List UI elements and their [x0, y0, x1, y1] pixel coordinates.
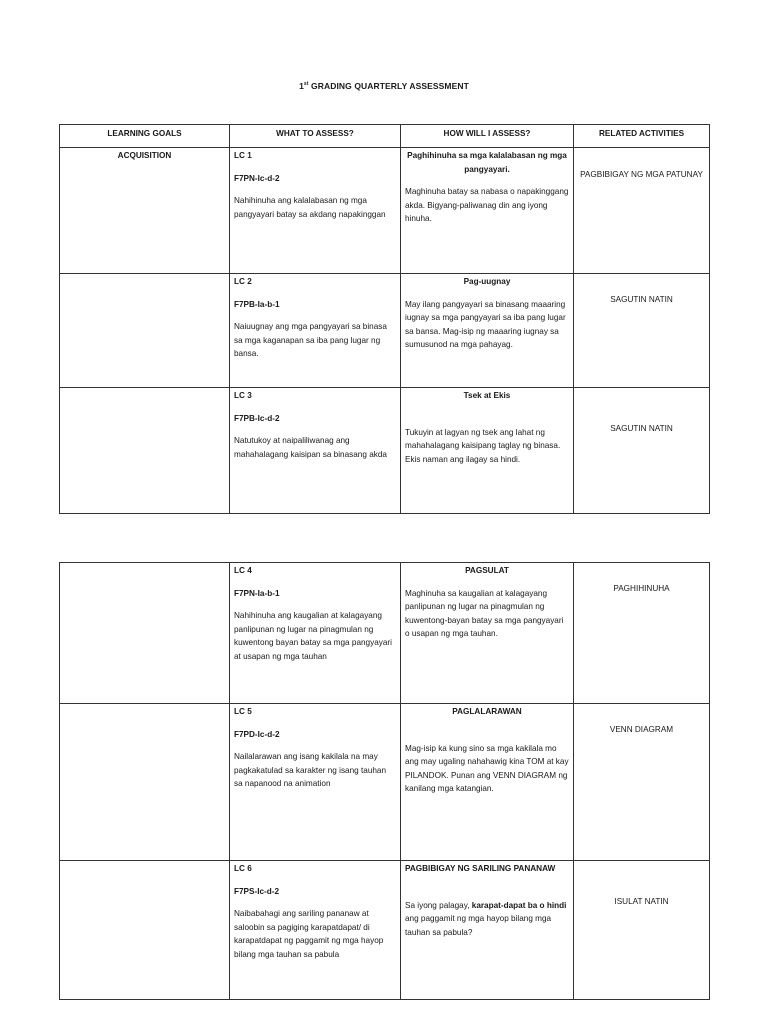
what-to-assess-cell: [230, 388, 401, 514]
lc-label: LC 6: [234, 864, 252, 873]
related-activity-cell: VENN DIAGRAM: [574, 704, 710, 861]
related-activity-cell: ISULAT NATIN: [574, 861, 710, 1000]
method-title: PAGSULAT: [465, 566, 509, 575]
method-title: Paghihinuha sa mga kalalabasan ng mga pangyayari.: [407, 151, 567, 174]
header-learning-goals: LEARNING GOALS: [60, 125, 230, 148]
what-to-assess-cell: [230, 274, 401, 388]
method-description-post: ang paggamit ng mga hayop bilang mga tauhan sa pabula?: [405, 914, 552, 937]
lc-label: LC 2: [234, 277, 252, 286]
competency-text: Nailalarawan ang isang kakilala na may pagkakatulad sa karakter ng isang tauhan sa napanood na animation: [234, 752, 387, 788]
method-title: PAGBIBIGAY NG SARILING PANANAW: [405, 864, 556, 873]
table-row: [60, 861, 710, 1000]
competency-text: Nahihinuha ang kaugalian at kalagayang panlipunan ng lugar na pinagmulan ng kuwentong bayan batay sa mga pangyayari at usapan ng mga tauhan: [234, 611, 392, 661]
lc-label: LC 5: [234, 707, 252, 716]
learning-goal-cell: ACQUISITION: [60, 148, 230, 274]
competency-code: F7PN-Ia-b-1: [234, 588, 280, 598]
competency-text: Naiuugnay ang mga pangyayari sa binasa sa mga kaganapan sa iba pang lugar ng bansa.: [234, 322, 387, 358]
what-to-assess-cell: [230, 704, 401, 861]
competency-code: F7PB-Ia-b-1: [234, 299, 280, 309]
table-row: [60, 148, 710, 274]
how-to-assess-cell: [401, 563, 574, 704]
how-to-assess-cell: [401, 861, 574, 1000]
method-title: Tsek at Ekis: [463, 391, 511, 400]
method-description: [405, 899, 569, 940]
how-to-assess-cell: [401, 148, 574, 274]
learning-goal-cell: [60, 388, 230, 514]
title-superscript: st: [303, 81, 309, 88]
method-description-bold: karapat-dapat ba o hindi: [471, 900, 567, 910]
related-activity-cell: SAGUTIN NATIN: [574, 388, 710, 514]
lc-label: LC 1: [234, 151, 252, 160]
method-description: Mag-isip ka kung sino sa mga kakilala mo ang may ugaling nahahawig kina TOM at kay PILANDOK. Punan ang VENN DIAGRAM ng kanilang mga katangian.: [405, 743, 569, 793]
learning-goal-cell: [60, 861, 230, 1000]
header-what-to-assess: WHAT TO ASSESS?: [230, 125, 401, 148]
learning-goal-cell: [60, 563, 230, 704]
what-to-assess-cell: [230, 861, 401, 1000]
assessment-table-part-2: [59, 562, 710, 1000]
lc-label: LC 3: [234, 391, 252, 400]
method-description: Maghinuha sa kaugalian at kalagayang panlipunan ng lugar na pinagmulan ng kuwentong-bayan batay sa mga pangyayari o usapan ng mga tauhan.: [405, 588, 564, 638]
method-title: PAGLALARAWAN: [452, 707, 522, 716]
related-activity-cell: PAGBIBIGAY NG MGA PATUNAY: [574, 148, 710, 274]
table-row: [60, 563, 710, 704]
method-description: Maghinuha batay sa nabasa o napakinggang akda. Bigyang-paliwanag din ang iyong hinuha.: [405, 187, 569, 223]
title-text: GRADING QUARTERLY ASSESSMENT: [308, 81, 469, 91]
related-activity-cell: PAGHIHINUHA: [574, 563, 710, 704]
spacer: [405, 412, 569, 426]
table-row: [60, 388, 710, 514]
table-row: [60, 274, 710, 388]
competency-code: F7PN-Ic-d-2: [234, 173, 280, 183]
learning-goal-cell: [60, 274, 230, 388]
header-related-activities: RELATED ACTIVITIES: [574, 125, 710, 148]
title-prefix: 1: [299, 81, 304, 91]
table-row: [60, 704, 710, 861]
method-title: Pag-uugnay: [463, 277, 511, 286]
method-description-pre: Sa iyong palagay,: [405, 900, 472, 910]
method-description: Tukuyin at lagyan ng tsek ang lahat ng mahahalagang kaisipang taglay ng binasa. Ekis naman ang ilagay sa hindi.: [405, 427, 561, 464]
competency-code: F7PS-Ic-d-2: [234, 886, 280, 896]
competency-code: F7PD-Ic-d-2: [234, 729, 280, 739]
method-description: May ilang pangyayari sa binasang maaaring iugnay sa mga pangyayari sa iba pang lugar sa bansa. Mag-isip ng maaaring iugnay sa sumusunod na mga pahayag.: [405, 299, 566, 349]
assessment-table-part-1: [59, 124, 710, 514]
lc-label: LC 4: [234, 566, 252, 575]
competency-text: Nahihinuha ang kalalabasan ng mga pangyayari batay sa akdang napakinggan: [234, 196, 386, 219]
header-how-will-i-assess: HOW WILL I ASSESS?: [401, 125, 574, 148]
related-activity-cell: SAGUTIN NATIN: [574, 274, 710, 388]
how-to-assess-cell: [401, 388, 574, 514]
how-to-assess-cell: [401, 274, 574, 388]
spacer: [405, 885, 569, 899]
competency-code: F7PB-Ic-d-2: [234, 413, 280, 423]
what-to-assess-cell: [230, 563, 401, 704]
competency-text: Natutukoy at naipaliliwanag ang mahahalagang kaisipan sa binasang akda: [234, 436, 387, 459]
competency-text: Naibabahagi ang sariling pananaw at saloobin sa pagiging karapatdapat/ di karapatdapat ng paggamit ng mga hayop bilang mga tauhan sa pabula: [234, 909, 384, 959]
what-to-assess-cell: [230, 148, 401, 274]
how-to-assess-cell: [401, 704, 574, 861]
spacer: [405, 728, 569, 742]
table-header-row: [60, 125, 710, 148]
document-title: [0, 81, 768, 91]
learning-goal-cell: [60, 704, 230, 861]
